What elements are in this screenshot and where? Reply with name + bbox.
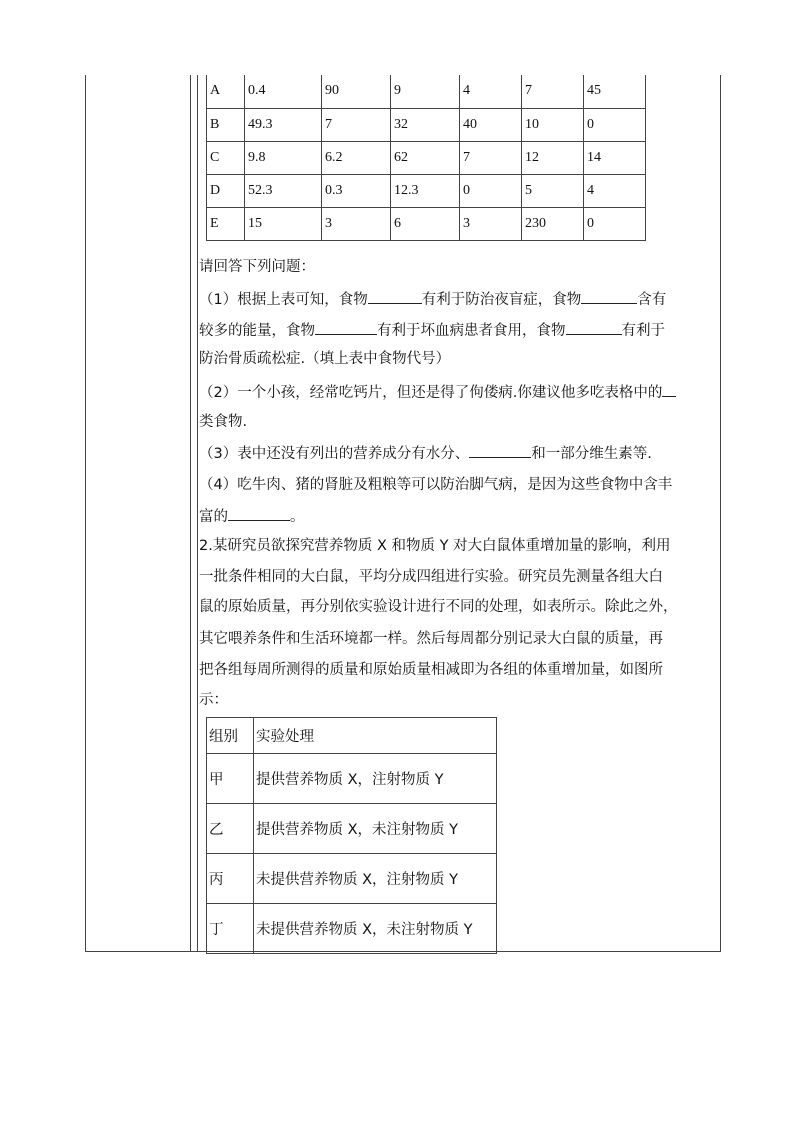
nutrient-value-cell: 7 — [522, 75, 584, 108]
nutrient-value-cell: 230 — [522, 207, 584, 240]
nutrient-value-cell: 0 — [584, 108, 646, 141]
answer-blank[interactable] — [228, 506, 290, 521]
treatment-cell: 未提供营养物质 X，注射物质 Y — [254, 854, 497, 904]
treatment-cell: 提供营养物质 X，未注射物质 Y — [254, 804, 497, 854]
nutrient-value-cell: 6.2 — [322, 141, 391, 174]
table-row — [207, 754, 497, 804]
answer-blank[interactable] — [469, 443, 531, 458]
table-row — [207, 904, 497, 954]
group-cell: 组别 — [207, 718, 254, 754]
nutrient-value-cell: 40 — [460, 108, 522, 141]
nutrient-value-cell: 4 — [460, 75, 522, 108]
question2-line3: 鼠的原始质量，再分别依实验设计进行不同的处理，如表所示。除此之外， — [199, 599, 678, 615]
food-code-cell: C — [207, 141, 245, 174]
answer-blank[interactable] — [566, 320, 622, 335]
question1-part2-line1: （2）一个小孩，经常吃钙片，但还是得了佝偻病.你建议他多吃表格中的 — [199, 382, 721, 403]
nutrient-value-cell: 90 — [322, 75, 391, 108]
treatment-cell: 未提供营养物质 X，未注射物质 Y — [254, 904, 497, 954]
question-intro: 请回答下列问题： — [199, 259, 315, 275]
question1-part1-line2: 较多的能量，食物 有利于坏血病患者食用，食物 有利于 — [199, 320, 721, 341]
table-row — [207, 804, 497, 854]
experiment-treatment-table — [206, 717, 497, 954]
treatment-cell: 提供营养物质 X，注射物质 Y — [254, 754, 497, 804]
nutrient-value-cell: 3 — [460, 207, 522, 240]
table-row — [207, 75, 646, 108]
nutrient-value-cell: 45 — [584, 75, 646, 108]
nutrient-value-cell: 62 — [391, 141, 460, 174]
nutrient-value-cell: 7 — [322, 108, 391, 141]
food-code-cell: A — [207, 75, 245, 108]
table-header-row — [207, 718, 497, 754]
nutrient-value-cell: 0.4 — [245, 75, 322, 108]
nutrient-value-cell: 0 — [460, 174, 522, 207]
food-code-cell: D — [207, 174, 245, 207]
food-code-cell: E — [207, 207, 245, 240]
question2-line4: 其它喂养条件和生活环境都一样。然后每周都分别记录大白鼠的质量，再 — [199, 631, 663, 647]
answer-blank[interactable] — [581, 289, 637, 304]
treatment-cell: 实验处理 — [254, 718, 497, 754]
food-nutrient-table — [206, 75, 646, 241]
nutrient-value-cell: 3 — [322, 207, 391, 240]
table-row — [207, 108, 646, 141]
nutrient-value-cell: 49.3 — [245, 108, 322, 141]
table-row — [207, 174, 646, 207]
question2-line1: 2.某研究员欲探究营养物质 X 和物质 Y 对大白鼠体重增加量的影响，利用 — [199, 538, 671, 554]
column-divider — [190, 75, 191, 952]
group-cell: 甲 — [207, 754, 254, 804]
question1-part4-line2: 富的 。 — [199, 506, 721, 527]
nutrient-value-cell: 10 — [522, 108, 584, 141]
answer-blank[interactable] — [368, 289, 422, 304]
nutrient-value-cell: 9 — [391, 75, 460, 108]
column-divider — [197, 75, 198, 952]
answer-blank[interactable] — [315, 320, 377, 335]
nutrient-value-cell: 52.3 — [245, 174, 322, 207]
question2-line5: 把各组每周所测得的质量和原始质量相减即为各组的体重增加量，如图所 — [199, 662, 663, 678]
nutrient-value-cell: 7 — [460, 141, 522, 174]
answer-blank[interactable] — [662, 382, 676, 397]
table-row — [207, 141, 646, 174]
nutrient-value-cell: 14 — [584, 141, 646, 174]
table-row — [207, 207, 646, 240]
nutrient-value-cell: 12 — [522, 141, 584, 174]
nutrient-value-cell: 32 — [391, 108, 460, 141]
nutrient-value-cell: 12.3 — [391, 174, 460, 207]
nutrient-value-cell: 9.8 — [245, 141, 322, 174]
question1-part1-line3: 防治骨质疏松症.（填上表中食物代号） — [199, 351, 451, 367]
group-cell: 乙 — [207, 804, 254, 854]
question2-line6: 示： — [199, 692, 228, 708]
nutrient-value-cell: 5 — [522, 174, 584, 207]
question1-part4-line1: （4）吃牛肉、猪的肾脏及粗粮等可以防治脚气病，是因为这些食物中含丰 — [199, 477, 673, 493]
group-cell: 丙 — [207, 854, 254, 904]
nutrient-value-cell: 0.3 — [322, 174, 391, 207]
nutrient-value-cell: 15 — [245, 207, 322, 240]
nutrient-value-cell: 0 — [584, 207, 646, 240]
food-code-cell: B — [207, 108, 245, 141]
table-row — [207, 854, 497, 904]
nutrient-value-cell: 6 — [391, 207, 460, 240]
question1-part2-line2: 类食物. — [199, 414, 248, 430]
nutrient-value-cell: 4 — [584, 174, 646, 207]
question1-part3: （3）表中还没有列出的营养成分有水分、 和一部分维生素等. — [199, 443, 721, 464]
group-cell: 丁 — [207, 904, 254, 954]
question1-part1-line1: （1）根据上表可知，食物 有利于防治夜盲症，食物 含有 — [199, 289, 721, 310]
question2-line2: 一批条件相同的大白鼠，平均分成四组进行实验。研究员先测量各组大白 — [199, 569, 663, 585]
